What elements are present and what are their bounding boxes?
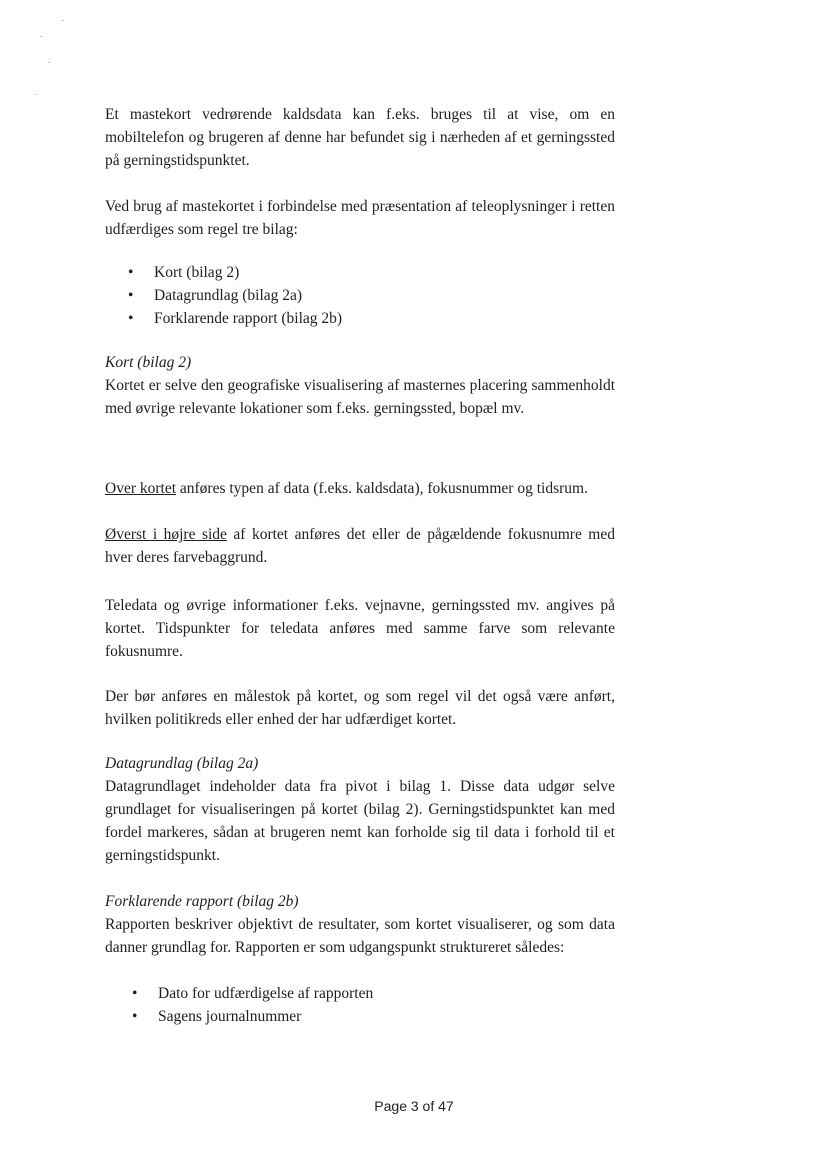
oeverst-paragraph: [105, 523, 615, 569]
list-item-text: Forklarende rapport (bilag 2b): [154, 310, 343, 327]
teledata-text: Teledata og øvrige informationer f.eks. vejnavne, gerningssted mv. angives på kortet. Tidspunkter for teledata anføres med samme farve som relevante fokusnumre.: [105, 597, 615, 660]
scan-artifact: [62, 20, 64, 21]
datagrundlag-paragraph: [105, 775, 615, 867]
list-item-text: Kort (bilag 2): [154, 264, 240, 281]
bullet-icon: •: [132, 985, 138, 1002]
list-item-text: Datagrundlag (bilag 2a): [154, 287, 303, 304]
datagrundlag-text: Datagrundlaget indeholder data fra pivot i bilag 1. Disse data udgør selve grundlaget for visualiseringen på kortet (bilag 2). Gerningstidspunktet kan med fordel markeres, sådan at brugeren nemt kan forholde sig til data i forhold til et gerningstidspunkt.: [105, 778, 615, 864]
intro-text: Et mastekort vedrørende kaldsdata kan f.eks. bruges til at vise, om en mobiltelefon og brugeren af denne har befundet sig i nærheden af et gerningssted på gerningstidspunktet.: [105, 106, 615, 169]
rapport-list: [132, 982, 373, 1028]
teledata-paragraph: [105, 594, 615, 663]
maalestok-paragraph: [105, 685, 615, 731]
list-item: [132, 982, 373, 1005]
list-item-text: Sagens journalnummer: [158, 1008, 302, 1025]
maalestok-text: Der bør anføres en målestok på kortet, og som regel vil det også være anført, hvilken politikreds eller enhed der har udfærdiget kortet.: [105, 688, 615, 728]
list-item: [128, 284, 342, 307]
section-heading-kort: Kort (bilag 2): [105, 354, 192, 371]
oeverst-rest: af kortet anføres det eller de pågældende fokusnumre med hver deres farvebaggrund.: [105, 526, 615, 566]
kort-text: Kortet er selve den geografiske visualisering af masternes placering sammenholdt med øvrige relevante lokationer som f.eks. gerningssted, bopæl mv.: [105, 377, 615, 417]
bullet-icon: •: [128, 287, 134, 304]
list-item: [128, 261, 342, 284]
list-item-text: Dato for udfærdigelse af rapporten: [158, 985, 374, 1002]
oeverst-text: [105, 523, 615, 569]
bullet-icon: •: [132, 1008, 138, 1025]
list-item: [128, 307, 342, 330]
over-kortet-underlined: Over kortet: [105, 480, 177, 497]
scan-artifact: [35, 94, 37, 95]
section-heading-rapport: Forklarende rapport (bilag 2b): [105, 893, 299, 910]
kort-paragraph: [105, 374, 615, 420]
bilag-intro-text: Ved brug af mastekortet i forbindelse med præsentation af teleoplysninger i retten udfærdiges som regel tre bilag:: [105, 198, 615, 238]
scan-artifact: [48, 62, 50, 63]
section-heading-datagrundlag: Datagrundlag (bilag 2a): [105, 755, 259, 772]
oeverst-underlined: Øverst i højre side: [105, 526, 227, 543]
intro-paragraph: [105, 103, 615, 172]
bullet-icon: •: [128, 264, 134, 281]
page-number: Page 3 of 47: [374, 1098, 454, 1114]
over-kortet-text: [105, 477, 615, 500]
over-kortet-paragraph: [105, 477, 615, 500]
over-kortet-rest: anføres typen af data (f.eks. kaldsdata), fokusnummer og tidsrum.: [176, 480, 588, 497]
list-item: [132, 1005, 373, 1028]
rapport-paragraph: [105, 913, 615, 959]
bilag-intro-paragraph: [105, 195, 615, 241]
scan-artifact: [40, 36, 42, 37]
rapport-text: Rapporten beskriver objektivt de resultater, som kortet visualiserer, og som data danner grundlag for. Rapporten er som udgangspunkt struktureret således:: [105, 916, 615, 956]
bilag-list: [128, 261, 342, 330]
bullet-icon: •: [128, 310, 134, 327]
